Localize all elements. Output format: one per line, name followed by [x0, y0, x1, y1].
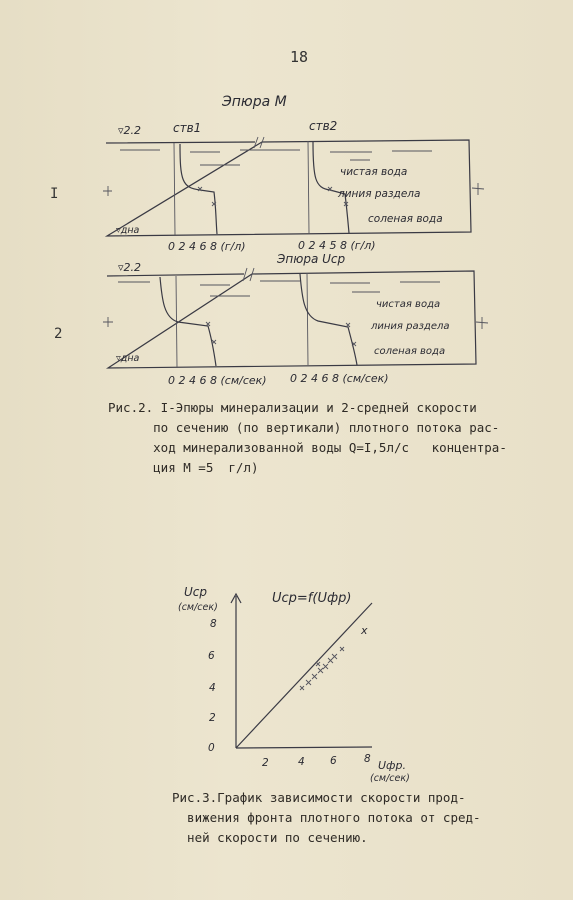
x-axis [236, 747, 372, 748]
label-interface-2: линия раздела [371, 321, 450, 332]
x-tick-2: 2 [262, 757, 269, 769]
level-mark-top-2: ▿2.2 [118, 261, 142, 274]
y-tick-8: 8 [210, 618, 217, 630]
level-mark-top-1: ▿2.2 [118, 124, 142, 137]
y-axis-unit: (см/сек) [178, 602, 218, 613]
x-tick-4: 4 [298, 756, 305, 768]
y-tick-4: 4 [209, 682, 216, 694]
label-clear-water-2: чистая вода [376, 299, 441, 310]
label-salt-water-2: соленая вода [374, 346, 446, 357]
x-tick-8: 8 [364, 753, 371, 765]
label-interface-1: линия раздела [338, 188, 421, 200]
y-tick-2: 2 [209, 712, 216, 724]
figure-3-caption: Рис.3.График зависимости скорости прод- вижения фронта плотного потока от сред- ней скорости по сечению. [172, 790, 481, 845]
data-points [300, 647, 344, 690]
axis-ticks-1: 0 2 4 6 8 (г/л) [168, 240, 246, 253]
formula-label: Uср=f(Uфр) [272, 591, 352, 606]
axis-ticks-4: 0 2 4 6 8 (см/сек) [290, 372, 389, 385]
figure-row-label-1: I [50, 186, 59, 202]
station-2-label: ств2 [309, 119, 338, 133]
x-tick-6: 6 [330, 755, 337, 767]
y-tick-6: 6 [208, 650, 215, 662]
axis-ticks-2: 0 2 4 5 8 (г/л) [298, 239, 376, 252]
station-1-label: ств1 [173, 121, 202, 135]
level-mark-bottom-2: ▿дна [116, 353, 140, 364]
level-mark-bottom-1: ▿дна [116, 225, 140, 236]
label-clear-water-1: чистая вода [340, 166, 408, 178]
figure-row-label-2: 2 [54, 326, 63, 342]
x-axis-unit: (см/сек) [370, 773, 410, 784]
figure-2-caption: Рис.2. I-Эпюры минерализации и 2-средней скорости по сечению (по вертикали) плотного потока рас- ход минерализованной воды Q=I,5л/с концентра- ция М =5 г/л) [108, 400, 507, 475]
epure-m-title: Эпюра М [222, 94, 287, 110]
axis-ticks-3: 0 2 4 6 8 (см/сек) [168, 374, 267, 387]
epure-u-title: Эпюра Uср [277, 252, 346, 266]
x-axis-label: Uфр. [378, 759, 406, 772]
y-axis-label: Uср [184, 585, 207, 599]
outlier-point-mark: x [361, 624, 368, 637]
y-tick-0: 0 [208, 742, 215, 754]
label-salt-water-1: соленая вода [368, 213, 443, 225]
trend-line [236, 603, 372, 748]
page-number: 18 [290, 48, 309, 66]
